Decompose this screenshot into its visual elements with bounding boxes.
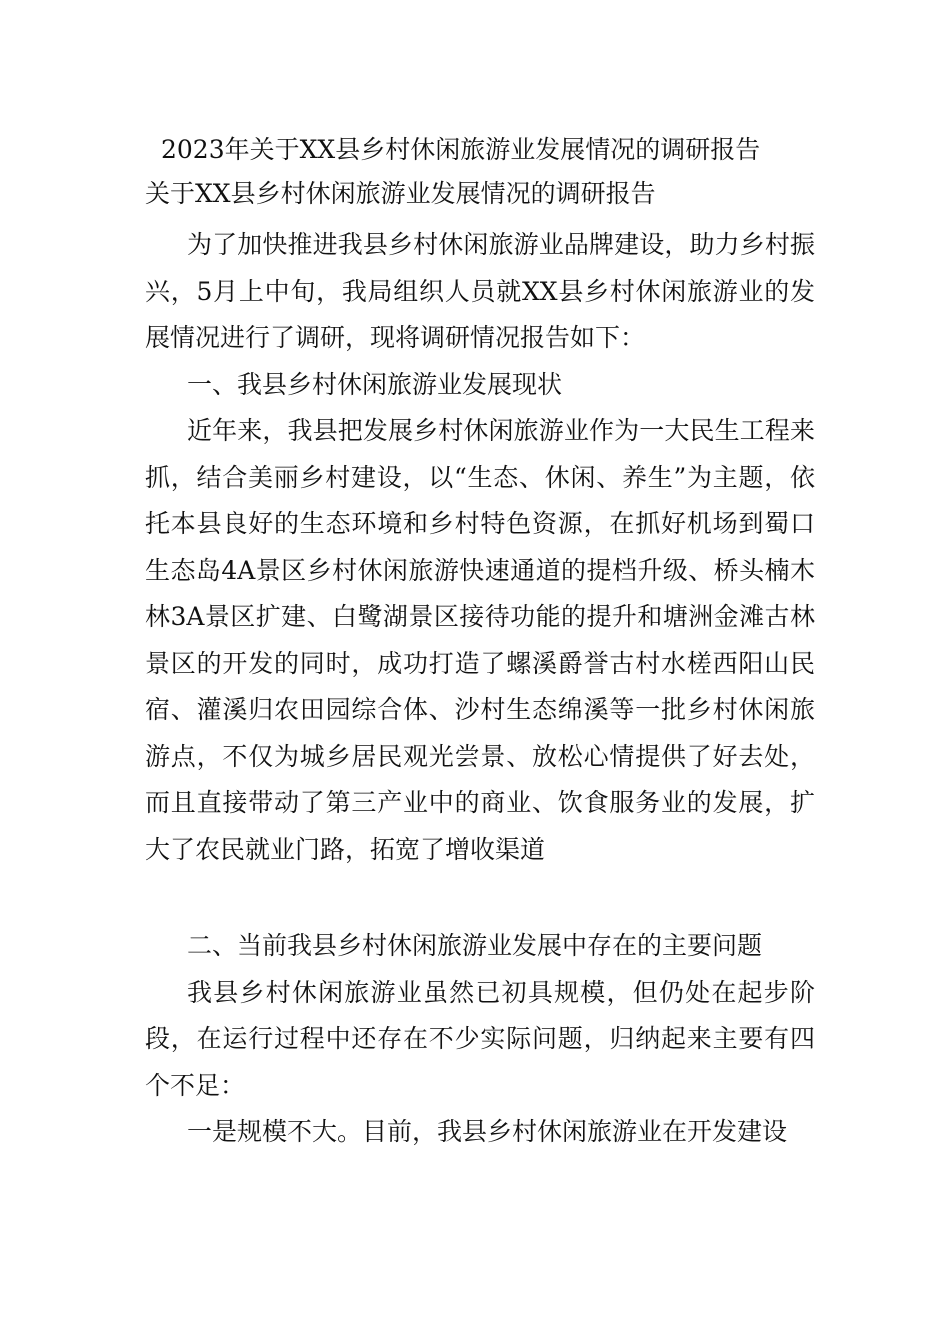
blank-line [145, 873, 815, 923]
document-subtitle: 关于XX县乡村休闲旅游业发展情况的调研报告 [145, 179, 656, 208]
document-content [145, 128, 815, 1156]
document-title: 2023年关于XX县乡村休闲旅游业发展情况的调研报告 [161, 135, 761, 164]
intro-paragraph: 为了加快推进我县乡村休闲旅游业品牌建设，助力乡村振兴，5月上中旬，我局组织人员就XX县乡村休闲旅游业的发展情况进行了调研，现将调研情况报告如下： [145, 230, 815, 352]
section-1-heading: 一、我县乡村休闲旅游业发展现状 [187, 369, 563, 399]
point-1-paragraph: 一是规模不大。目前，我县乡村休闲旅游业在开发建设 [187, 1117, 788, 1146]
section-2-paragraph: 我县乡村休闲旅游业虽然已初具规模，但仍处在起步阶段，在运行过程中还存在不少实际问题，归纳起来主要有四个不足： [145, 977, 815, 1100]
section-1-paragraph: 近年来，我县把发展乡村休闲旅游业作为一大民生工程来抓，结合美丽乡村建设，以“生态、休闲、养生”为主题，依托本县良好的生态环境和乡村特色资源，在抓好机场到蜀口生态岛4A景区乡村休闲旅游快速通道的提档升级、桥头楠木林3A景区扩建、白鹭湖景区接待功能的提升和塘洲金滩古林景区的开发的同时，成功打造了螺溪爵誉古村水槎西阳山民宿、灌溪归农田园综合体、沙村生态绵溪等一批乡村休闲旅游点，不仅为城乡居民观光尝景、放松心情提供了好去处，而且直接带动了第三产业中的商业、饮食服务业的发展，扩大了农民就业门路，拓宽了增收渠道 [145, 416, 815, 864]
section-2-heading: 二、当前我县乡村休闲旅游业发展中存在的主要问题 [187, 931, 763, 960]
